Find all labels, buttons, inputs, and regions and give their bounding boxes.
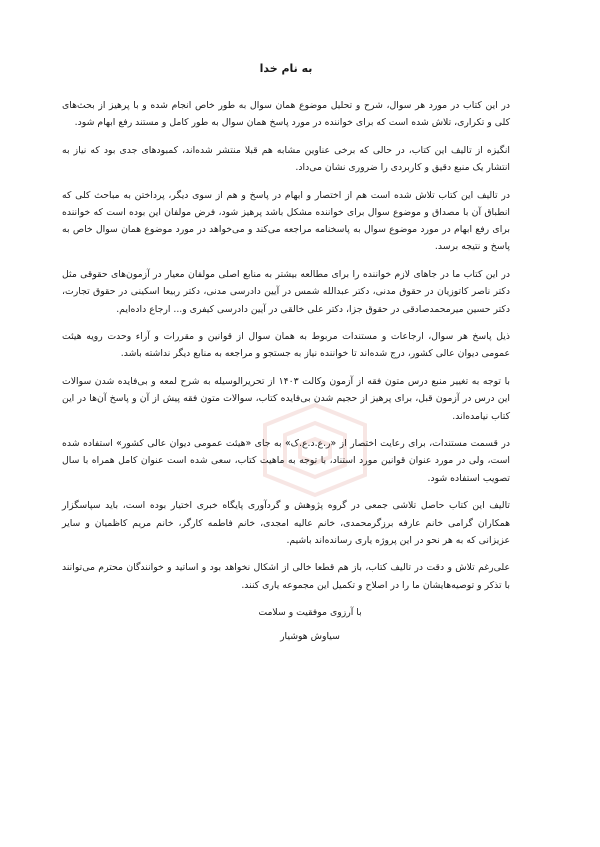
page-title: به نام خدا bbox=[259, 62, 313, 75]
paragraph-6: با توجه به تغییر منبع درس متون فقه از آزمون وکالت ۱۴۰۳ از تحریرالوسیله به شرح لمعه و بی‌فایده شدن سوالات این درس در آزمون قبل، برای پرهیز از حجیم شدن بی‌فایده کتاب، سوالات متون فقه پیش از آن و پاسخ آن‌ها در این کتاب نیامده‌اند. bbox=[62, 376, 510, 422]
paragraph-9: علی‌رغم تلاش و دقت در تالیف کتاب، باز هم قطعا خالی از اشکال نخواهد بود و اساتید و خوانندگان محترم می‌توانند با تذکر و توصیه‌هایشان ما را در اصلاح و تکمیل این مجموعه یاری کنند. bbox=[62, 562, 510, 591]
closing-line: با آرزوی موفقیت و سلامت bbox=[258, 607, 362, 619]
paragraph-2: انگیزه از تالیف این کتاب، در حالی که برخی عناوین مشابه هم قبلا منتشر شده‌اند، کمبودهای جدی بود که نیاز به انتشار یک منبع دقیق و کاربردی را ضروری نشان می‌داد. bbox=[62, 144, 510, 174]
paragraph-4: در این کتاب ما در جاهای لازم خواننده را برای مطالعه بیشتر به منابع اصلی مولفان معیار در آزمون‌های حقوقی مثل دکتر ناصر کاتوزیان در حقوق مدنی، دکتر عبدالله شمس در آیین دادرسی مدنی، دکتر ربیعا اسکینی در حقوق تجارت، دکتر حسین میرمحمدصادقی در حقوق جزا، دکتر علی خالقی در آیین دادرسی کیفری و... ارجاع داده‌ایم. bbox=[62, 269, 510, 315]
document-content bbox=[62, 62, 510, 642]
author-signature: سیاوش هوشیار bbox=[280, 631, 340, 643]
paragraph-3: در تالیف این کتاب تلاش شده است هم از اختصار و ابهام در پاسخ و هم از سوی دیگر، پرداختن به مباحث کلی که انطباق آن با مصداق و موضوع سوال برای خواننده مشکل باشد پرهیز شود، فرض مولفان این بوده است که خواننده برای رفع ابهام در مورد موضوع سوال به پاسخنامه مراجعه می‌کند و می‌خواهد در مورد موضوع همان سوال خاص به پاسخ و نتیجه برسد. bbox=[62, 189, 510, 253]
paragraph-5: ذیل پاسخ هر سوال، ارجاعات و مستندات مربوط به همان سوال از قوانین و مقررات و آراء وحدت رویه هیئت عمومی دیوان عالی کشور، درج شده‌اند تا خواننده نیاز به جستجو و مراجعه به منابع دیگر نداشته باشد. bbox=[62, 331, 510, 360]
paragraph-7: در قسمت مستندات، برای رعایت اختصار از «ر.ع.د.ع.ک» به جای «هیئت عمومی دیوان عالی کشور» استفاده شده است، ولی در مورد عنوان قوانین مورد استناد، با توجه به ماهیت کتاب، سعی شده است عنوان کامل همراه با سال تصویب استفاده شود. bbox=[62, 438, 510, 484]
paragraph-8: تالیف این کتاب حاصل تلاشی جمعی در گروه پژوهش و گردآوری پایگاه خبری اختیار بوده است، باید سپاسگزار همکاران گرامی خانم عارفه برزگرمحمدی، خانم عالیه امجدی، خانم فاطمه کارگر، خانم مریم کاظمیان و سایر عزیزانی که به هر نحو در این پروژه یاری رسانده‌اند باشیم. bbox=[62, 500, 510, 546]
paragraph-1: در این کتاب در مورد هر سوال، شرح و تحلیل موضوع همان سوال به طور خاص انجام شده و با پرهیز از بحث‌های کلی و تکراری، تلاش شده است که برای خواننده در مورد پاسخ همان سوال به طور کامل و مستند رفع ابهام شود. bbox=[62, 100, 510, 129]
